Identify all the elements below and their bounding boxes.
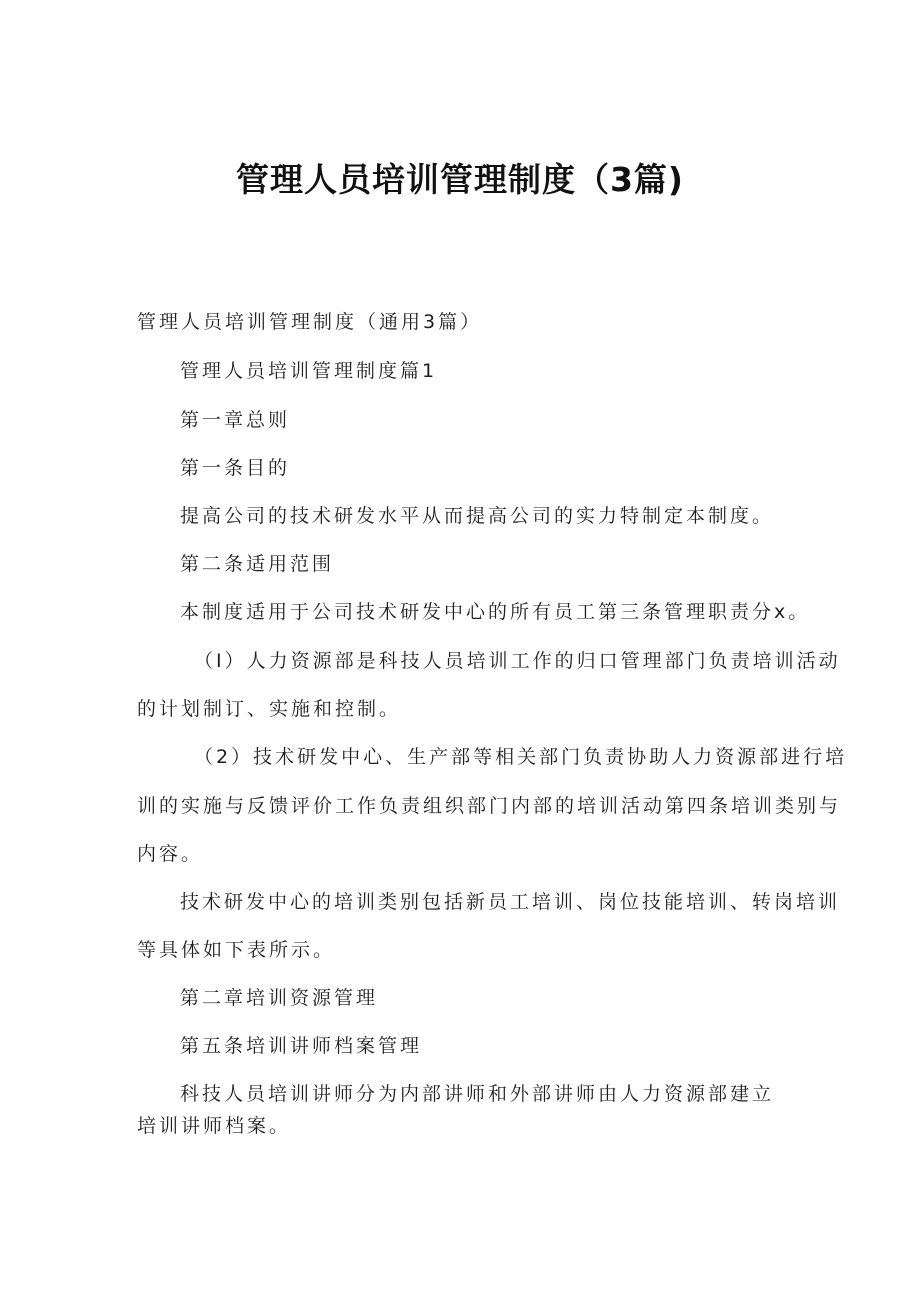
article-heading: 第二条适用范围 <box>180 553 335 575</box>
paragraph: 技术研发中心的培训类别包括新员工培训、岗位技能培训、转岗培训 <box>180 891 841 913</box>
section-heading: 管理人员培训管理制度篇1 <box>180 360 438 382</box>
paragraph: 的计划制订、实施和控制。 <box>137 698 402 720</box>
paragraph: 本制度适用于公司技术研发中心的所有员工第三条管理职责分x。 <box>180 601 811 623</box>
chapter-heading: 第二章培训资源管理 <box>180 987 379 1009</box>
paragraph: 提高公司的技术研发水平从而提高公司的实力特制定本制度。 <box>180 505 775 527</box>
paragraph: 内容。 <box>137 843 204 865</box>
paragraph: （I）人力资源部是科技人员培训工作的归口管理部门负责培训活动 <box>194 650 841 672</box>
paragraph: 训的实施与反馈评价工作负责组织部门内部的培训活动第四条培训类别与 <box>137 795 842 817</box>
article-heading: 第五条培训讲师档案管理 <box>180 1035 423 1057</box>
paragraph: （2）技术研发中心、生产部等相关部门负责协助人力资源部进行培 <box>194 746 848 768</box>
chapter-heading: 第一章总则 <box>180 409 291 431</box>
paragraph: 等具体如下表所示。 <box>137 939 336 961</box>
document-subtitle: 管理人员培训管理制度（通用3篇） <box>137 311 483 333</box>
article-heading: 第一条目的 <box>180 457 291 479</box>
document-title: 管理人员培训管理制度（3篇) <box>235 160 685 199</box>
paragraph: 科技人员培训讲师分为内部讲师和外部讲师由人力资源部建立 <box>180 1083 775 1105</box>
paragraph: 培训讲师档案。 <box>137 1115 292 1137</box>
